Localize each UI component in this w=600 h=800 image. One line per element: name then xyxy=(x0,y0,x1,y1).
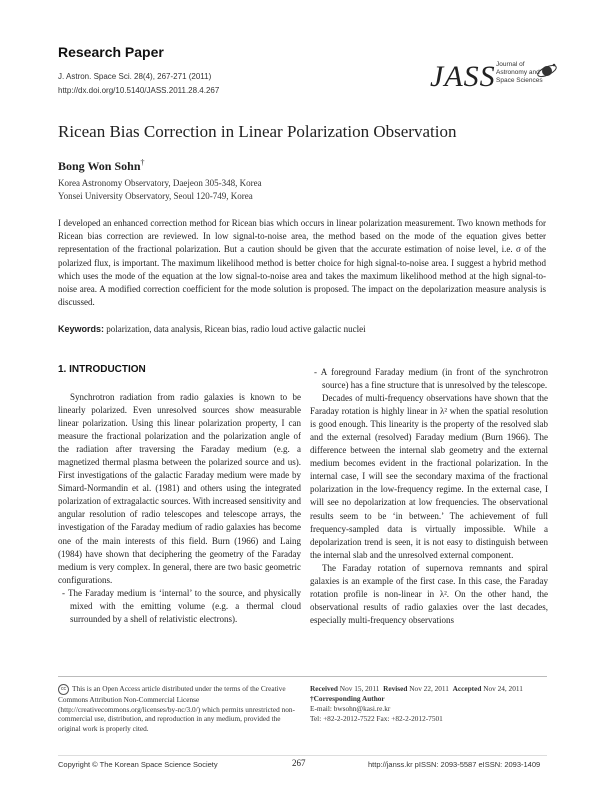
issn-info[interactable]: http://janss.kr pISSN: 2093-5587 eISSN: 2093-1409 xyxy=(368,760,541,769)
body-column-left xyxy=(58,391,301,626)
body-paragraph: Decades of multi-frequency observations have shown that the Faraday rotation is highly linear in λ² when the spatial resolution is good enough. This linearity is the property of the resolved slab and the external (resolved) Faraday medium (Burn 1966). The difference between the internal slab geometry and the external medium becomes evident in the fractional polarization. In the internal case, I will see the secondary maxima of the fractional polarization in the low-frequency regime. In the external case, I will see no depolarization at low frequencies. The observational results seem to be ‘in between.’ The achievement of full frequency-sampled data is virtually impossible. While a depolarization trend is seen, it is not easy to distinguish between the internal slab and the unresolved external component. xyxy=(310,393,548,560)
keywords-list: polarization, data analysis, Ricean bias, radio loud active galactic nuclei xyxy=(106,324,366,334)
affiliation: Korea Astronomy Observatory, Daejeon 305-348, Korea xyxy=(58,178,262,188)
revised-label: Revised xyxy=(383,684,408,693)
keywords-label: Keywords: xyxy=(58,324,105,334)
received-label: Received xyxy=(310,684,338,693)
body-paragraph: The Faraday rotation of supernova remnants and spiral galaxies is an example of the first case. In this case, the Faraday rotation profile is non-linear in λ². On the other hand, the observational results of radio galaxies over the last decades, especially multi-frequency observations xyxy=(310,562,548,625)
license-text: This is an Open Access article distributed under the terms of the Creative Commons Attribution Non-Commercial License (http://creativecommons.org/licenses/by-nc/3.0/) which permits unrestricted non-commercial use, distribution, and reproduction in any medium, provided the original work is properly cited. xyxy=(58,684,295,733)
article-history xyxy=(310,684,550,724)
list-item: - A foreground Faraday medium (in front of the synchrotron source) has a fine structure that is unresolved by the telescope. xyxy=(314,367,548,391)
phone-line: Tel: +82-2-2012-7522 Fax: +82-2-2012-7501 xyxy=(310,714,443,723)
corresponding-label: †Corresponding Author xyxy=(310,694,385,703)
logo-text: JASS xyxy=(430,60,496,93)
logo-subtitle-line: Journal of xyxy=(496,61,525,68)
footnote-divider xyxy=(58,676,547,677)
author-name xyxy=(58,158,145,174)
logo-subtitle-line: Space Sciences xyxy=(496,77,543,84)
article-category: Research Paper xyxy=(58,44,164,60)
revised-date: Nov 22, 2011 xyxy=(409,684,449,693)
copyright: Copyright © The Korean Space Science Society xyxy=(58,760,218,769)
received-date: Nov 15, 2011 xyxy=(339,684,380,693)
paper-title: Ricean Bias Correction in Linear Polarization Observation xyxy=(58,122,457,141)
logo-subtitle-line: Astronomy and xyxy=(496,69,540,76)
footer-divider xyxy=(58,755,547,756)
journal-logo xyxy=(430,60,560,100)
accepted-label: Accepted xyxy=(452,684,482,693)
journal-reference: J. Astron. Space Sci. 28(4), 267-271 (2011) xyxy=(58,72,212,81)
corresponding-mark: † xyxy=(140,158,145,167)
email-line[interactable]: E-mail: bwsohn@kasi.re.kr xyxy=(310,704,391,713)
abstract: I developed an enhanced correction method for Ricean bias which occurs in linear polarization measurement. Two known methods for Ricean bias correction are reviewed. In low signal-to-noise area, the method based on the mode of the equation gives better representation of the fractional polarization. But a caution should be given that the accurate estimation of noise level, i.e. σ of the polarized flux, is important. The maximum likelihood method is better choice for high signal-to-noise area. I suggest a hybrid method which uses the mode of the equation at the low signal-to-noise area and takes the maximum likelihood method at the high signal-to-noise area. A modified correction coefficient for the mode solution is proposed. The impact on the depolarization measure analysis is discussed. xyxy=(58,218,546,308)
affiliation: Yonsei University Observatory, Seoul 120-749, Korea xyxy=(58,191,253,201)
history-dates xyxy=(310,684,550,694)
list-item: - The Faraday medium is ‘internal’ to the source, and physically mixed with the emitting volume (e.g. a thermal cloud surrounded by a shell of relativistic electrons). xyxy=(62,587,301,624)
license-note xyxy=(58,684,302,733)
doi-link[interactable]: http://dx.doi.org/10.5140/JASS.2011.28.4.267 xyxy=(58,86,220,95)
page-number: 267 xyxy=(292,758,306,768)
author-name-text: Bong Won Sohn xyxy=(58,159,141,173)
body-paragraph: Synchrotron radiation from radio galaxies is known to be linearly polarized. Even unresolved sources show measurable linear polarization. Using this linear polarization property, I can measure the fractional polarization and the polarization angle of the radiation after traversing the Faraday medium (e.g. a magnetized thermal plasma between the polarized source and us). First investigations of the galactic Faraday medium were made by Simard-Normandin et al. (1981) and others using the integrated polarization of extragalactic sources. With increased sensitivity and angular resolution of radio telescopes and telescope arrays, the investigation of the Faraday medium of radio galaxies has become one of the main interests of this field. Burn (1966) and Laing (1984) have shown that deciphering the geometry of the Faraday medium is very complex. In general, there are two basic geometric configurations. xyxy=(58,392,301,585)
planet-orbit-icon xyxy=(536,60,558,82)
accepted-date: Nov 24, 2011 xyxy=(483,684,523,693)
body-column-right xyxy=(310,366,548,627)
creative-commons-icon: cc xyxy=(58,684,69,695)
section-heading: 1. INTRODUCTION xyxy=(58,364,146,375)
keywords xyxy=(58,324,546,334)
